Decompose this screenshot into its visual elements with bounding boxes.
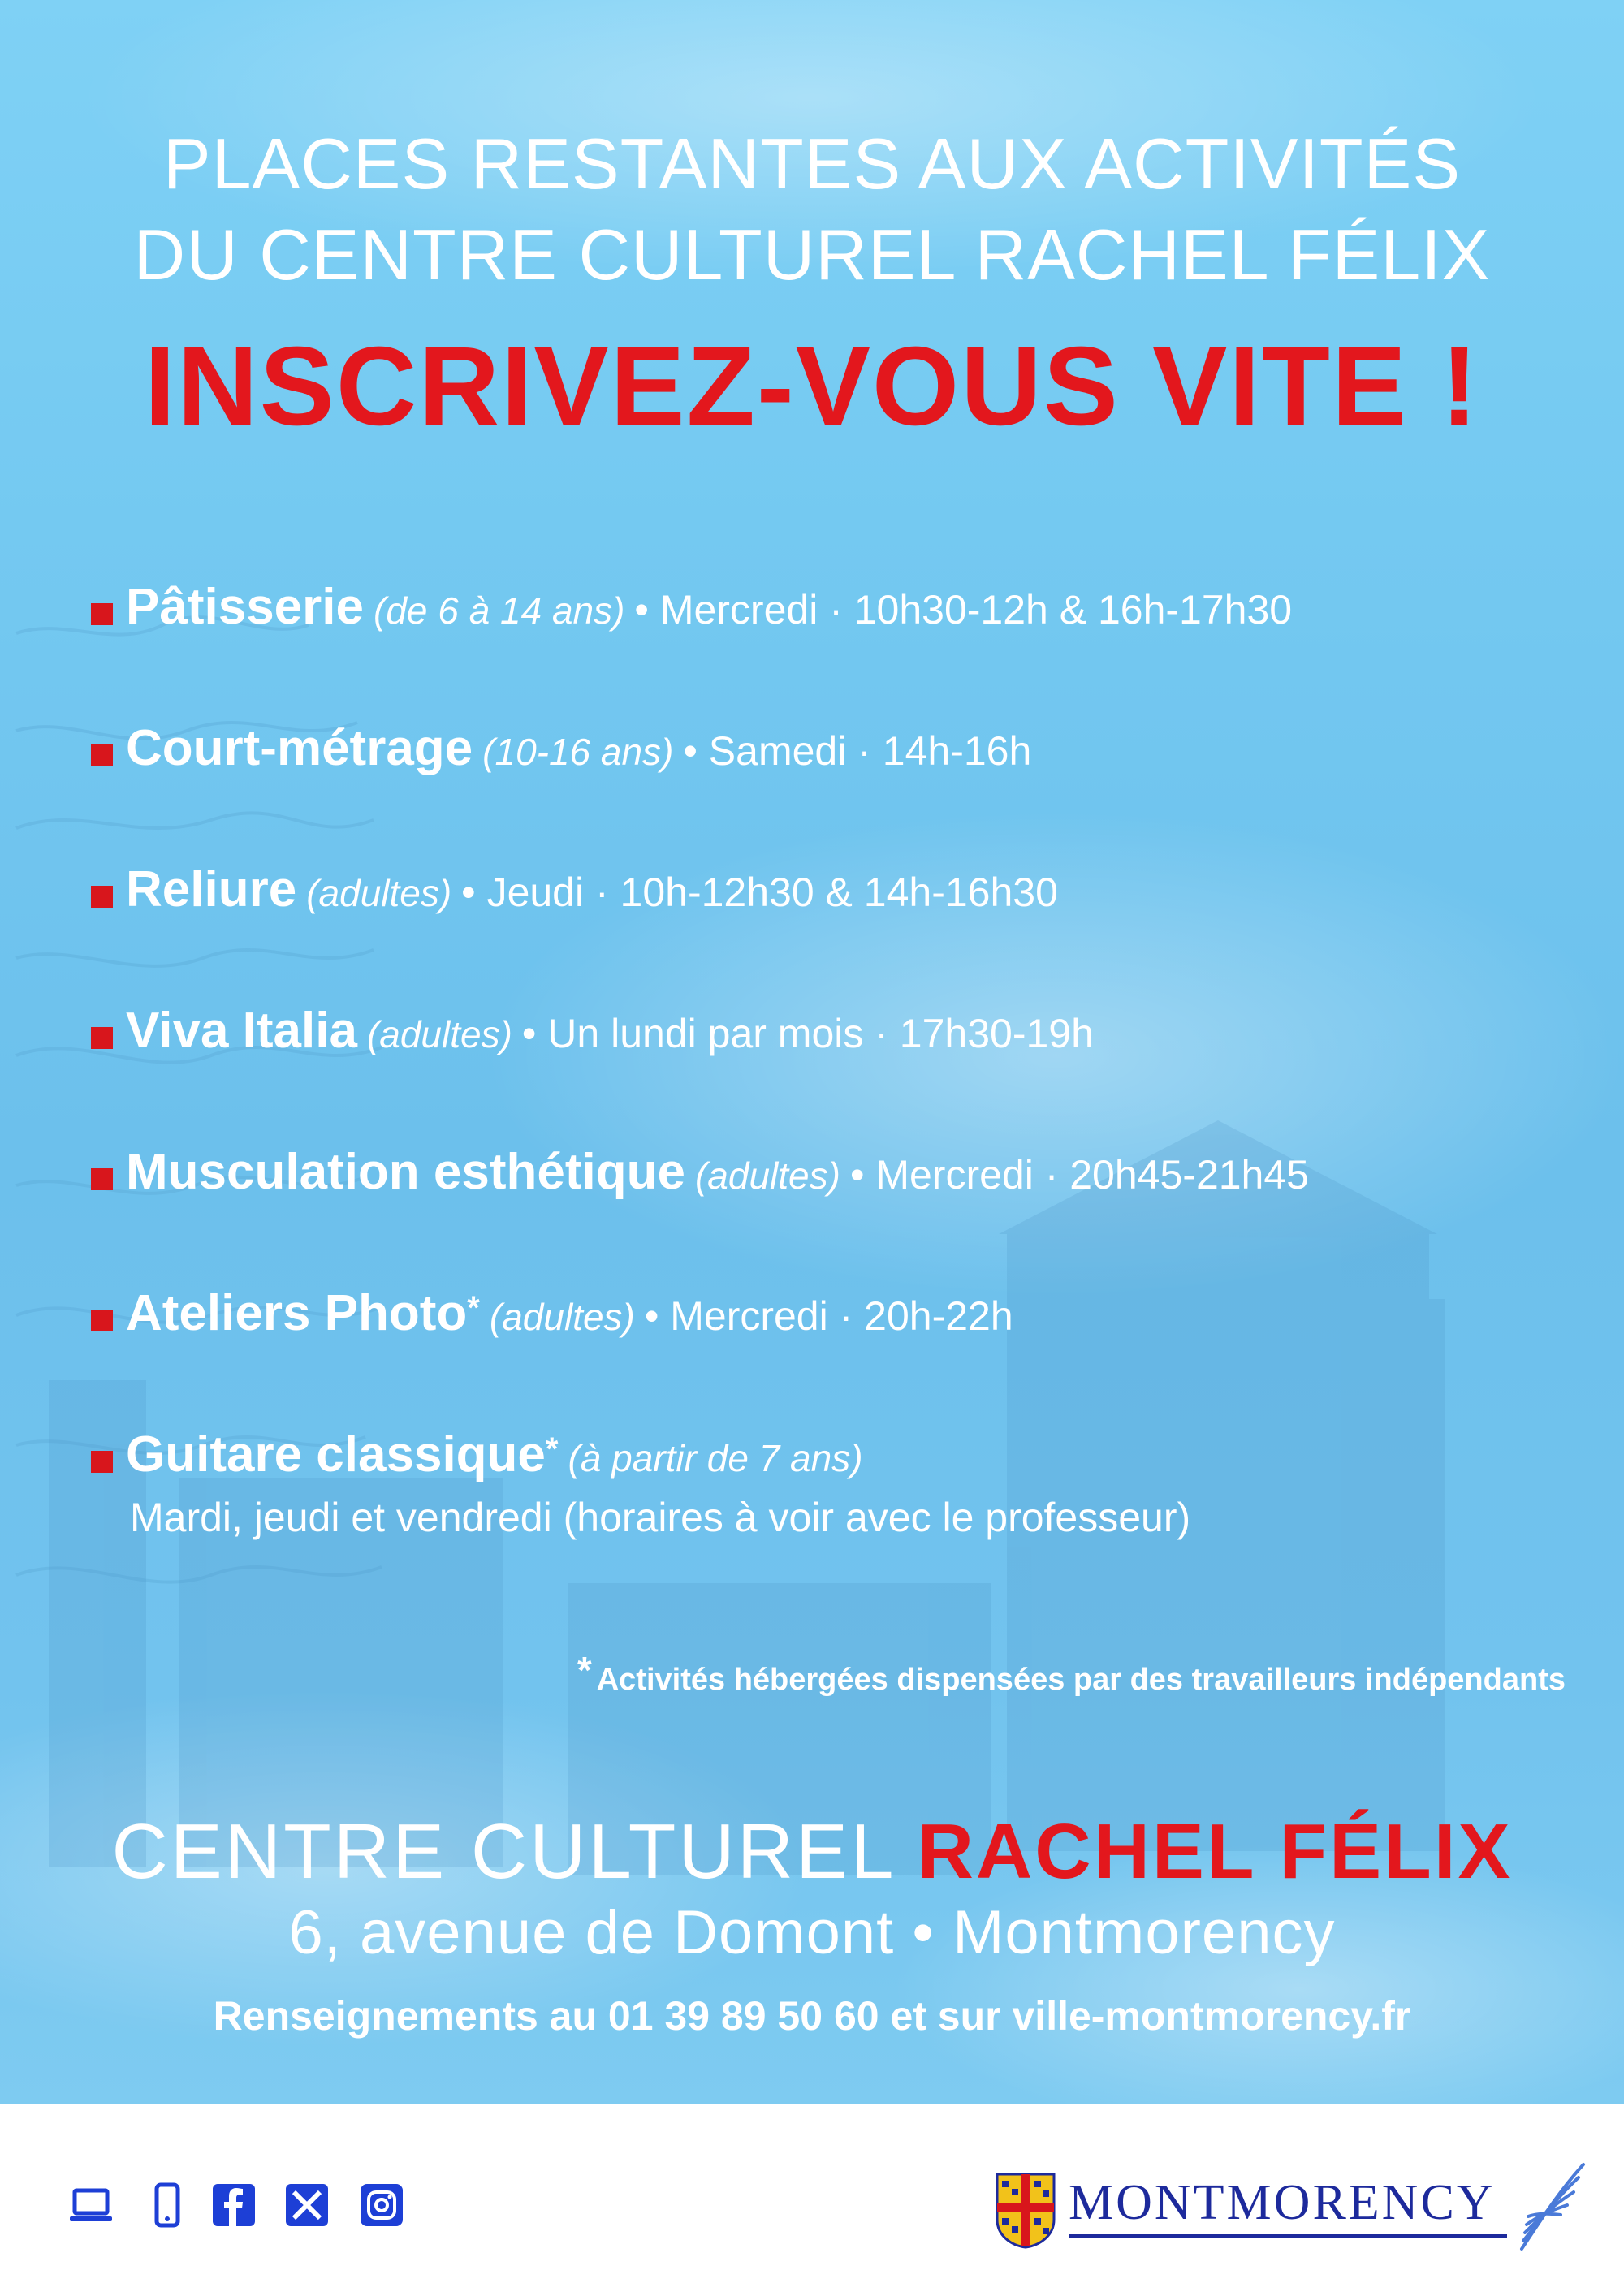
headline-line-1: PLACES RESTANTES AUX ACTIVITÉS xyxy=(162,123,1462,204)
activity-asterisk: * xyxy=(467,1290,480,1326)
activity-age: (10-16 ans) xyxy=(482,731,674,773)
activity-item xyxy=(91,1002,1601,1060)
x-icon[interactable] xyxy=(284,2182,330,2228)
bullet-square-icon xyxy=(91,1310,113,1331)
bullet-square-icon xyxy=(91,1168,113,1190)
bullet-square-icon xyxy=(91,1027,113,1049)
bullet-square-icon xyxy=(91,886,113,908)
activity-schedule: • Mercredi · 20h45-21h45 xyxy=(849,1152,1309,1198)
activity-age: (adultes) xyxy=(306,872,452,914)
footnote-asterisk: * xyxy=(577,1649,592,1691)
activity-schedule: • Jeudi · 10h-12h30 & 14h-16h30 xyxy=(461,870,1058,915)
activity-name: Court-métrage xyxy=(126,720,473,776)
instagram-icon[interactable] xyxy=(359,2182,404,2228)
centre-address: 6, avenue de Domont • Montmorency xyxy=(288,1898,1336,1967)
activity-name: Viva Italia xyxy=(126,1003,357,1059)
activity-name: Guitare classique xyxy=(126,1426,546,1482)
activity-age: (à partir de 7 ans) xyxy=(568,1437,863,1479)
activity-age: (adultes) xyxy=(366,1013,512,1055)
centre-name-bold: RACHEL FÉLIX xyxy=(917,1808,1513,1895)
activity-age: (de 6 à 14 ans) xyxy=(374,589,625,632)
centre-name xyxy=(0,1806,1624,1897)
activity-schedule: • Mercredi · 20h-22h xyxy=(644,1293,1013,1339)
logo-text: MONTMORENCY xyxy=(1069,2175,1496,2230)
activity-asterisk: * xyxy=(545,1431,559,1467)
centre-name-light: CENTRE CULTUREL xyxy=(111,1808,918,1895)
footnote xyxy=(577,1648,1566,1698)
contact-info: Renseignements au 01 39 89 50 60 et sur ville-montmorency.fr xyxy=(213,1993,1411,2039)
activity-schedule: • Un lundi par mois · 17h30-19h xyxy=(521,1011,1094,1056)
bullet-square-icon xyxy=(91,1451,113,1473)
laptop-icon[interactable] xyxy=(68,2182,114,2228)
call-to-action: INSCRIVEZ-VOUS VITE ! xyxy=(144,324,1480,449)
activity-name: Reliure xyxy=(126,861,297,917)
activity-schedule: • Samedi · 14h-16h xyxy=(683,728,1032,774)
activity-item xyxy=(91,1426,1601,1540)
activity-item xyxy=(91,1284,1601,1342)
activity-schedule: • Mercredi · 10h30-12h & 16h-17h30 xyxy=(634,587,1293,632)
montmorency-logo[interactable] xyxy=(994,2160,1587,2257)
activity-item xyxy=(91,719,1601,777)
bullet-square-icon xyxy=(91,744,113,766)
activity-schedule: Mardi, jeudi et vendredi (horaires à voir avec le professeur) xyxy=(130,1495,1191,1540)
activity-item xyxy=(91,861,1601,918)
footnote-text: Activités hébergées dispensées par des travailleurs indépendants xyxy=(596,1663,1566,1697)
activity-name: Pâtisserie xyxy=(126,579,364,635)
bullet-square-icon xyxy=(91,603,113,625)
logo-underline xyxy=(1069,2234,1507,2238)
facebook-icon[interactable] xyxy=(211,2182,257,2228)
coat-of-arms-icon xyxy=(994,2171,1057,2249)
activity-age: (adultes) xyxy=(694,1154,840,1197)
activity-item xyxy=(91,578,1601,636)
activity-item xyxy=(91,1143,1601,1201)
headline-line-2: DU CENTRE CULTUREL RACHEL FÉLIX xyxy=(133,214,1491,295)
activity-name: Musculation esthétique xyxy=(126,1144,685,1200)
activity-name: Ateliers Photo xyxy=(126,1285,468,1341)
activity-age: (adultes) xyxy=(489,1296,635,1338)
phone-icon[interactable] xyxy=(145,2182,190,2228)
wing-icon xyxy=(1514,2160,1587,2257)
